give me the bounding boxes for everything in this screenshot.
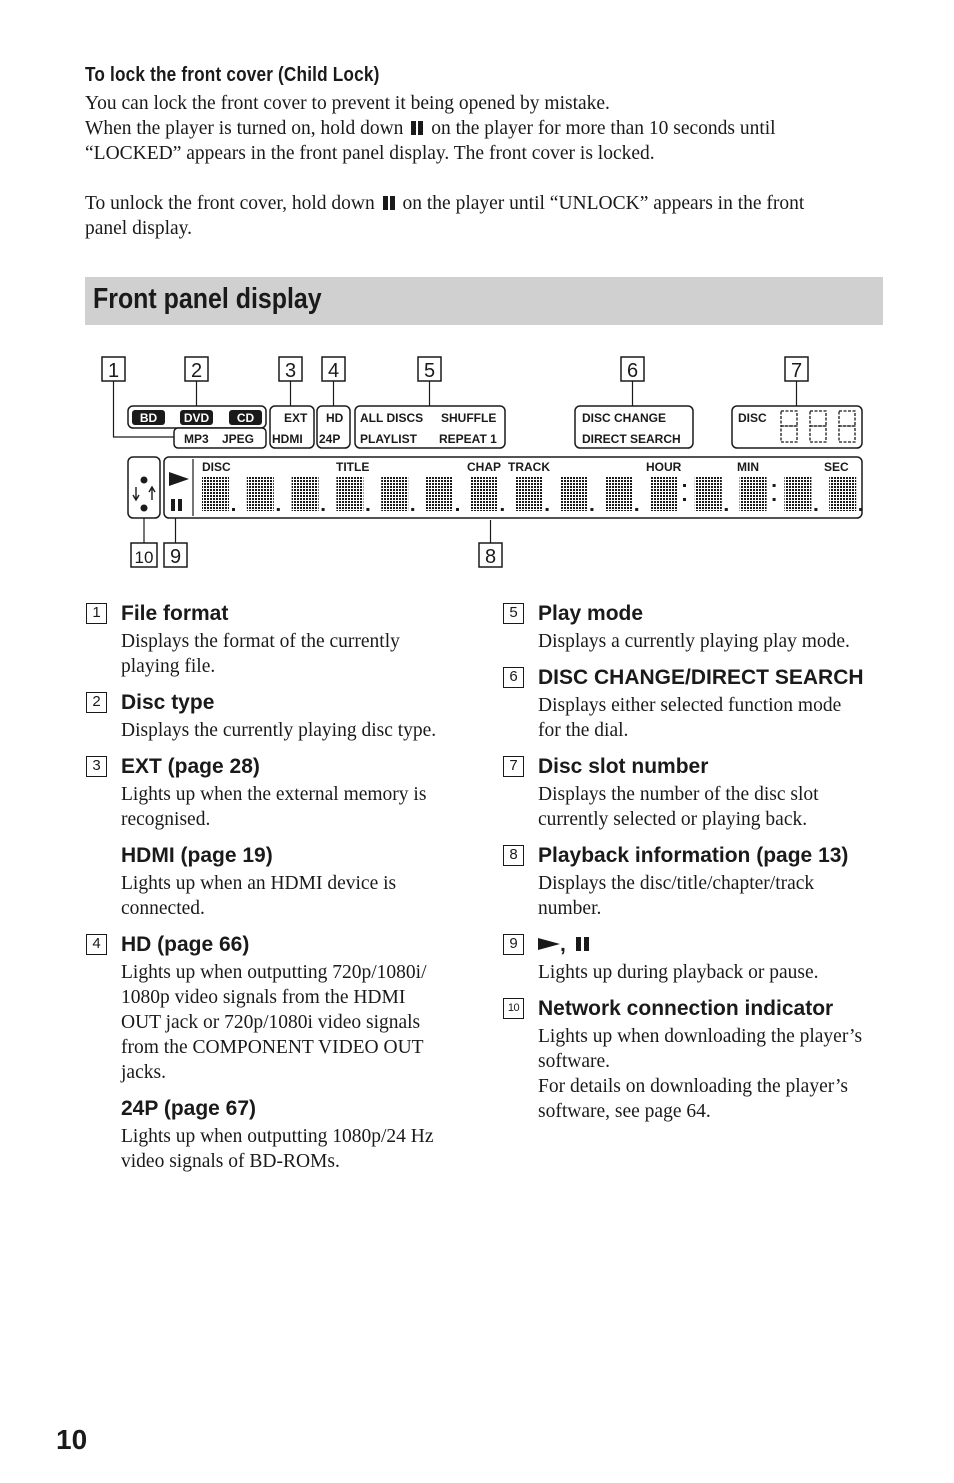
callout-7: 7 [790,360,803,382]
item-disc-change [503,662,903,743]
item-number: 6 [503,667,524,688]
matrix-character [560,476,587,511]
item-number: 9 [503,934,524,955]
callout-6: 6 [626,360,639,382]
item-title [538,929,903,960]
title-separator: , [560,933,566,956]
decimal-dot [725,508,728,511]
front-panel-diagram [0,340,954,580]
callout-8: 8 [484,546,497,568]
play-icon [538,936,560,952]
item-title: EXT (page 28) [121,755,260,778]
matrix-character [784,476,811,511]
colon-dot [683,484,686,487]
desc-line: for the dial. [538,720,629,741]
desc-line: Displays a currently playing play mode. [538,631,850,652]
item-number: 7 [503,756,524,777]
all-discs-label: ALL DISCS [360,411,424,425]
item-number: 2 [86,692,107,713]
desc-line: Lights up when outputting 1080p/24 Hz [121,1126,434,1147]
intro-line [85,191,885,216]
24p-label: 24P [319,432,341,446]
matrix-character [247,476,274,511]
display-disc-label: DISC [202,460,231,474]
desc-line: 1080p video signals from the HDMI [121,987,406,1008]
matrix-character [650,476,677,511]
jpeg-label: JPEG [222,432,255,446]
desc-line: OUT jack or 720p/1080i video signals [121,1012,421,1033]
decimal-dot [456,508,459,511]
display-track-label: TRACK [508,460,550,474]
desc-line: Lights up when downloading the player’s [538,1026,863,1047]
callout-2: 2 [190,360,203,382]
desc-line: software. [538,1051,611,1072]
item-disc-slot-number [503,751,903,832]
desc-line: Displays either selected function mode [538,695,842,716]
callout-4: 4 [327,360,340,382]
decimal-dot [232,508,235,511]
matrix-character [605,476,632,511]
matrix-character [740,476,767,511]
matrix-character [829,476,856,511]
disc-slot-label: DISC [738,411,767,425]
desc-line: software, see page 64. [538,1101,711,1122]
desc-line: number. [538,898,602,919]
decimal-dot [546,508,549,511]
decimal-dot [501,508,504,511]
pause-icon [576,936,590,952]
bd-badge: BD [139,411,158,425]
child-lock-heading: To lock the front cover (Child Lock) [85,64,380,86]
item-title: Disc type [121,691,215,714]
decimal-dot [590,508,593,511]
intro-text: on the player for more than 10 seconds until [431,118,776,139]
item-description [121,782,456,832]
mp3-label: MP3 [184,432,209,446]
desc-line: Lights up when the external memory is [121,784,427,805]
item-number: 1 [86,603,107,624]
item-description [121,871,456,921]
page-number: 10 [56,1424,88,1455]
cd-badge: CD [236,411,255,425]
playlist-label: PLAYLIST [360,432,417,446]
decimal-dot [814,508,817,511]
dot-matrix-characters [202,476,862,511]
item-title: DISC CHANGE/DIRECT SEARCH [538,666,864,689]
desc-line: Lights up when outputting 720p/1080i/ [121,962,427,983]
hdmi-label: HDMI [272,432,303,446]
item-description [121,629,456,679]
matrix-character [202,476,229,511]
desc-line: video signals of BD-ROMs. [121,1151,340,1172]
direct-search-label: DIRECT SEARCH [582,432,681,446]
decimal-dot [277,508,280,511]
item-number: 10 [503,998,524,1019]
item-number: 4 [86,934,107,955]
intro-text: To unlock the front cover, hold down [85,193,375,214]
disc-change-label: DISC CHANGE [582,411,667,425]
callout-10: 10 [134,548,154,567]
unlock-paragraph [85,191,885,241]
repeat1-label: REPEAT 1 [439,432,497,446]
item-playback-info [503,840,903,921]
item-title: File format [121,602,229,625]
item-play-mode [503,598,903,654]
matrix-character [292,476,319,511]
item-subtitle: 24P (page 67) [121,1097,257,1120]
pause-icon [382,196,396,210]
item-description [538,1024,903,1124]
item-description [538,693,903,743]
callout-9: 9 [169,546,182,568]
intro-line: panel display. [85,218,193,239]
display-hour-label: HOUR [646,460,682,474]
callout-5: 5 [423,360,436,382]
item-title: Playback information (page 13) [538,844,849,867]
desc-line: Displays the format of the currently [121,631,400,652]
item-subtitle: HDMI (page 19) [121,844,273,867]
colon-dot [773,484,776,487]
item-description [121,960,456,1085]
pause-icon [410,121,424,135]
desc-line: from the COMPONENT VIDEO OUT [121,1037,424,1058]
item-number: 5 [503,603,524,624]
desc-line: Lights up when an HDMI device is [121,873,397,894]
matrix-character [695,476,722,511]
matrix-character [516,476,543,511]
item-network-connection [503,993,903,1124]
item-title: Network connection indicator [538,997,834,1020]
decimal-dot [411,508,414,511]
display-min-label: MIN [737,460,759,474]
item-description [538,782,903,832]
desc-line: For details on downloading the player’s [538,1076,848,1097]
display-chap-label: CHAP [467,460,502,474]
item-number: 3 [86,756,107,777]
desc-line: Displays the currently playing disc type. [121,720,437,741]
item-ext [86,751,456,921]
desc-line: recognised. [121,809,211,830]
desc-line: currently selected or playing back. [538,809,808,830]
desc-line: connected. [121,898,205,919]
item-description [538,629,903,654]
item-title: Play mode [538,602,644,625]
intro-line: “LOCKED” appears in the front panel display. The front cover is locked. [85,143,655,164]
callout-1: 1 [107,360,120,382]
hd-label: HD [326,411,344,425]
decimal-dot [635,508,638,511]
item-title: HD (page 66) [121,933,250,956]
child-lock-paragraph [85,91,885,166]
shuffle-label: SHUFFLE [441,411,497,425]
colon-dot [683,498,686,501]
desc-line: Displays the number of the disc slot [538,784,819,805]
section-title: Front panel display [93,283,322,315]
matrix-character [336,476,363,511]
intro-text: When the player is turned on, hold down [85,118,404,139]
left-column [86,598,456,1174]
right-column [503,598,903,1124]
intro-text: on the player until “UNLOCK” appears in the front [402,193,805,214]
matrix-character [381,476,408,511]
intro-line [85,116,885,141]
intro-line: You can lock the front cover to prevent it being opened by mistake. [85,93,610,114]
matrix-character [426,476,453,511]
item-description [538,960,903,985]
desc-line: jacks. [121,1062,166,1083]
item-description [121,718,456,743]
item-hd [86,929,456,1174]
item-description [121,1124,456,1174]
desc-line: Lights up during playback or pause. [538,962,819,983]
callout-3: 3 [284,360,297,382]
decimal-dot [322,508,325,511]
ext-label: EXT [284,411,308,425]
matrix-character [471,476,498,511]
colon-dot [773,498,776,501]
item-disc-type [86,687,456,743]
item-number: 8 [503,845,524,866]
item-file-format [86,598,456,679]
dvd-badge: DVD [183,411,210,425]
item-title: Disc slot number [538,755,709,778]
item-description [538,871,903,921]
decimal-dot [859,508,862,511]
item-play-pause [503,929,903,985]
desc-line: playing file. [121,656,216,677]
desc-line: Displays the disc/title/chapter/track [538,873,815,894]
display-sec-label: SEC [824,460,849,474]
display-title-label: TITLE [336,460,370,474]
decimal-dot [366,508,369,511]
